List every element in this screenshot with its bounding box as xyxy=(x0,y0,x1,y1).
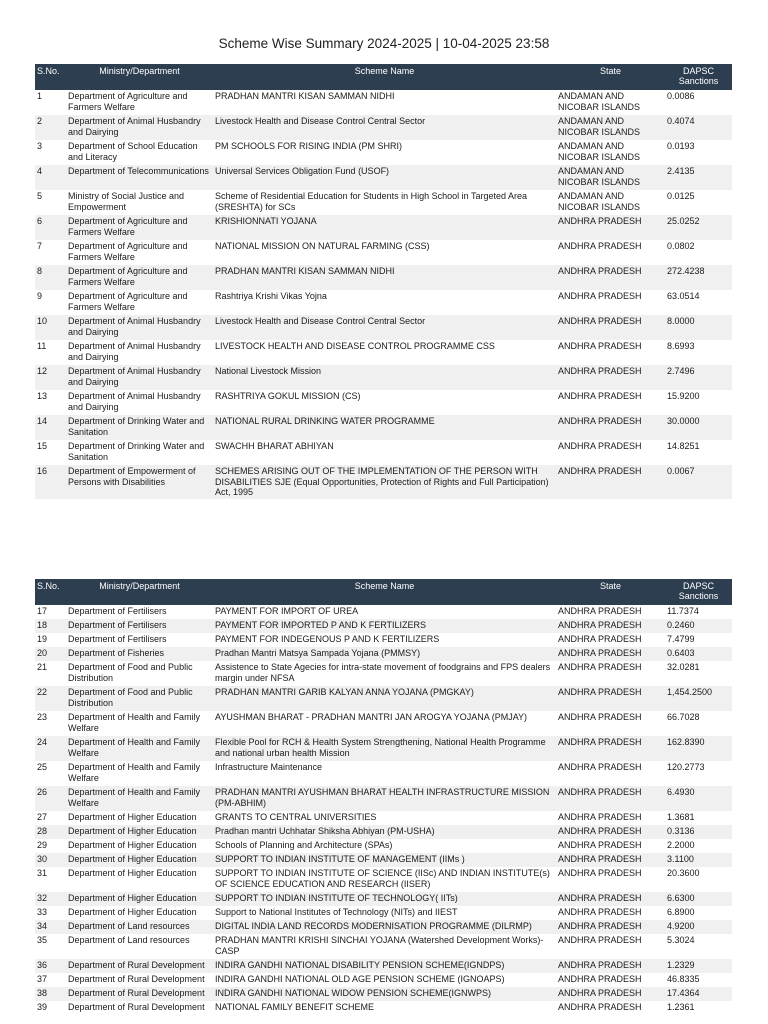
cell-sno: 24 xyxy=(37,737,48,747)
table-row xyxy=(35,390,732,415)
cell-sno: 12 xyxy=(37,366,48,376)
cell-state: ANDAMAN AND NICOBAR ISLANDS xyxy=(558,141,641,162)
cell-dapsc: 8.6993 xyxy=(667,341,695,351)
cell-state: ANDHRA PRADESH xyxy=(558,266,642,276)
cell-sno: 16 xyxy=(37,466,48,476)
table-row xyxy=(35,711,732,736)
cell-ministry: Department of Health and Family Welfare xyxy=(68,712,201,733)
cell-dapsc: 2.7496 xyxy=(667,366,695,376)
cell-sno: 31 xyxy=(37,868,48,878)
cell-ministry: Department of Higher Education xyxy=(68,826,197,836)
table-row xyxy=(35,619,732,633)
cell-sno: 11 xyxy=(37,341,47,351)
cell-sno: 34 xyxy=(37,921,48,931)
cell-ministry: Department of Higher Education xyxy=(68,893,197,903)
cell-scheme: NATIONAL RURAL DRINKING WATER PROGRAMME xyxy=(215,416,435,426)
col-header-ministry: Ministry/Department xyxy=(66,579,213,605)
cell-scheme: PRADHAN MANTRI KRISHI SINCHAI YOJANA (Watershed Development Works)-CASP xyxy=(215,935,544,956)
cell-ministry: Department of Animal Husbandry and Dairying xyxy=(68,391,201,412)
table-row xyxy=(35,340,732,365)
cell-state: ANDHRA PRADESH xyxy=(558,921,642,931)
cell-sno: 25 xyxy=(37,762,48,772)
cell-scheme: INDIRA GANDHI NATIONAL WIDOW PENSION SCHEME(IGNWPS) xyxy=(215,988,492,998)
col-header-ministry: Ministry/Department xyxy=(66,64,213,90)
cell-state: ANDHRA PRADESH xyxy=(558,826,642,836)
summary-table-part-2 xyxy=(35,579,732,1015)
cell-sno: 13 xyxy=(37,391,48,401)
cell-ministry: Department of Fertilisers xyxy=(68,606,167,616)
table-row xyxy=(35,811,732,825)
cell-sno: 26 xyxy=(37,787,48,797)
cell-sno: 23 xyxy=(37,712,48,722)
cell-sno: 17 xyxy=(37,606,48,616)
table-row xyxy=(35,115,732,140)
table-row xyxy=(35,290,732,315)
col-header-sno: S.No. xyxy=(35,64,66,90)
cell-sno: 21 xyxy=(37,662,48,672)
cell-ministry: Department of Land resources xyxy=(68,921,190,931)
cell-dapsc: 8.0000 xyxy=(667,316,695,326)
cell-dapsc: 0.0193 xyxy=(667,141,695,151)
col-header-state: State xyxy=(556,64,665,90)
table-row xyxy=(35,647,732,661)
table-row xyxy=(35,190,732,215)
cell-state: ANDHRA PRADESH xyxy=(558,840,642,850)
cell-scheme: Assistence to State Agecies for intra-state movement of foodgrains and FPS dealers margin under NFSA xyxy=(215,662,551,683)
cell-sno: 29 xyxy=(37,840,48,850)
table-row xyxy=(35,934,732,959)
cell-dapsc: 1.2361 xyxy=(667,1002,695,1012)
cell-state: ANDHRA PRADESH xyxy=(558,391,642,401)
cell-state: ANDHRA PRADESH xyxy=(558,620,642,630)
cell-dapsc: 15.9200 xyxy=(667,391,700,401)
cell-ministry: Department of Agriculture and Farmers Welfare xyxy=(68,266,188,287)
table-row xyxy=(35,786,732,811)
cell-ministry: Department of Animal Husbandry and Dairying xyxy=(68,316,201,337)
cell-state: ANDHRA PRADESH xyxy=(558,907,642,917)
cell-state: ANDHRA PRADESH xyxy=(558,935,642,945)
cell-sno: 32 xyxy=(37,893,48,903)
cell-scheme: PM SCHOOLS FOR RISING INDIA (PM SHRI) xyxy=(215,141,403,151)
cell-ministry: Department of Health and Family Welfare xyxy=(68,762,201,783)
cell-ministry: Department of Higher Education xyxy=(68,854,197,864)
cell-state: ANDHRA PRADESH xyxy=(558,648,642,658)
cell-sno: 22 xyxy=(37,687,48,697)
cell-state: ANDHRA PRADESH xyxy=(558,1002,642,1012)
cell-sno: 4 xyxy=(37,166,43,176)
col-header-dapsc: DAPSC Sanctions xyxy=(665,579,732,605)
cell-state: ANDHRA PRADESH xyxy=(558,812,642,822)
cell-scheme: PRADHAN MANTRI GARIB KALYAN ANNA YOJANA (PMGKAY) xyxy=(215,687,474,697)
cell-state: ANDHRA PRADESH xyxy=(558,988,642,998)
cell-dapsc: 0.0802 xyxy=(667,241,695,251)
cell-scheme: NATIONAL MISSION ON NATURAL FARMING (CSS) xyxy=(215,241,430,251)
cell-dapsc: 1.2329 xyxy=(667,960,695,970)
cell-ministry: Department of Higher Education xyxy=(68,840,197,850)
cell-scheme: Scheme of Residential Education for Students in High School in Targeted Area (SRESHTA) for SCs xyxy=(215,191,528,212)
cell-ministry: Department of Agriculture and Farmers Welfare xyxy=(68,216,188,237)
cell-state: ANDHRA PRADESH xyxy=(558,854,642,864)
cell-scheme: RASHTRIYA GOKUL MISSION (CS) xyxy=(215,391,361,401)
cell-ministry: Department of Rural Development xyxy=(68,974,205,984)
cell-state: ANDHRA PRADESH xyxy=(558,687,642,697)
table-row xyxy=(35,440,732,465)
cell-dapsc: 6.4930 xyxy=(667,787,695,797)
table-row xyxy=(35,892,732,906)
cell-sno: 35 xyxy=(37,935,48,945)
cell-dapsc: 6.8900 xyxy=(667,907,695,917)
cell-ministry: Department of Land resources xyxy=(68,935,190,945)
cell-ministry: Department of Fertilisers xyxy=(68,634,167,644)
page-title: Scheme Wise Summary 2024-2025 | 10-04-2025 23:58 xyxy=(218,36,550,51)
table-row xyxy=(35,265,732,290)
cell-ministry: Department of Animal Husbandry and Dairying xyxy=(68,366,201,387)
table-row xyxy=(35,215,732,240)
table-header-row xyxy=(35,579,732,605)
cell-dapsc: 6.6300 xyxy=(667,893,695,903)
table-row xyxy=(35,906,732,920)
cell-state: ANDHRA PRADESH xyxy=(558,466,642,476)
cell-dapsc: 66.7028 xyxy=(667,712,700,722)
table-row xyxy=(35,633,732,647)
cell-scheme: SUPPORT TO INDIAN INSTITUTE OF SCIENCE (IISc) AND INDIAN INSTITUTE(s) OF SCIENCE EDUCATION AND RESEARCH (IISER) xyxy=(215,868,550,889)
cell-scheme: NATIONAL FAMILY BENEFIT SCHEME xyxy=(215,1002,375,1012)
table-row xyxy=(35,867,732,892)
cell-state: ANDHRA PRADESH xyxy=(558,712,642,722)
cell-sno: 38 xyxy=(37,988,48,998)
cell-scheme: Rashtriya Krishi Vikas Yojna xyxy=(215,291,327,301)
cell-dapsc: 7.4799 xyxy=(667,634,695,644)
cell-ministry: Department of School Education and Literacy xyxy=(68,141,198,162)
cell-dapsc: 5.3024 xyxy=(667,935,695,945)
cell-sno: 3 xyxy=(37,141,43,151)
cell-sno: 8 xyxy=(37,266,43,276)
cell-state: ANDHRA PRADESH xyxy=(558,737,642,747)
table-row xyxy=(35,839,732,853)
cell-ministry: Department of Fisheries xyxy=(68,648,165,658)
cell-state: ANDHRA PRADESH xyxy=(558,662,642,672)
cell-scheme: PRADHAN MANTRI KISAN SAMMAN NIDHI xyxy=(215,91,395,101)
cell-state: ANDHRA PRADESH xyxy=(558,762,642,772)
table-row xyxy=(35,761,732,786)
cell-scheme: Universal Services Obligation Fund (USOF) xyxy=(215,166,390,176)
table-row xyxy=(35,920,732,934)
cell-state: ANDAMAN AND NICOBAR ISLANDS xyxy=(558,91,641,112)
cell-scheme: GRANTS TO CENTRAL UNIVERSITIES xyxy=(215,812,377,822)
cell-ministry: Department of Food and Public Distribution xyxy=(68,687,193,708)
cell-dapsc: 2.2000 xyxy=(667,840,695,850)
cell-ministry: Department of Animal Husbandry and Dairying xyxy=(68,116,201,137)
cell-scheme: SUPPORT TO INDIAN INSTITUTE OF MANAGEMENT (IIMs ) xyxy=(215,854,465,864)
table-row xyxy=(35,853,732,867)
cell-ministry: Department of Higher Education xyxy=(68,868,197,878)
col-header-sno: S.No. xyxy=(35,579,66,605)
cell-ministry: Department of Higher Education xyxy=(68,907,197,917)
cell-sno: 5 xyxy=(37,191,43,201)
cell-scheme: DIGITAL INDIA LAND RECORDS MODERNISATION PROGRAMME (DILRMP) xyxy=(215,921,532,931)
cell-state: ANDHRA PRADESH xyxy=(558,787,642,797)
cell-scheme: AYUSHMAN BHARAT - PRADHAN MANTRI JAN AROGYA YOJANA (PMJAY) xyxy=(215,712,528,722)
table-row xyxy=(35,686,732,711)
table-row xyxy=(35,987,732,1001)
cell-sno: 2 xyxy=(37,116,43,126)
cell-ministry: Department of Health and Family Welfare xyxy=(68,787,201,808)
cell-scheme: Pradhan Mantri Matsya Sampada Yojana (PMMSY) xyxy=(215,648,421,658)
cell-dapsc: 63.0514 xyxy=(667,291,700,301)
cell-scheme: Schools of Planning and Architecture (SPAs) xyxy=(215,840,393,850)
cell-scheme: PAYMENT FOR IMPORTED P AND K FERTILIZERS xyxy=(215,620,427,630)
table-header-row xyxy=(35,64,732,90)
cell-scheme: National Livestock Mission xyxy=(215,366,322,376)
cell-dapsc: 3.1100 xyxy=(667,854,694,864)
table-row xyxy=(35,240,732,265)
table-row xyxy=(35,736,732,761)
cell-scheme: Livestock Health and Disease Control Central Sector xyxy=(215,116,426,126)
cell-dapsc: 0.6403 xyxy=(667,648,695,658)
cell-sno: 9 xyxy=(37,291,43,301)
cell-state: ANDHRA PRADESH xyxy=(558,366,642,376)
cell-scheme: PRADHAN MANTRI KISAN SAMMAN NIDHI xyxy=(215,266,395,276)
cell-dapsc: 32.0281 xyxy=(667,662,700,672)
col-header-state: State xyxy=(556,579,665,605)
cell-scheme: Flexible Pool for RCH & Health System Strengthening, National Health Programme and national urban health Mission xyxy=(215,737,546,758)
cell-sno: 27 xyxy=(37,812,48,822)
cell-sno: 6 xyxy=(37,216,43,226)
cell-scheme: PRADHAN MANTRI AYUSHMAN BHARAT HEALTH INFRASTRUCTURE MISSION (PM-ABHIM) xyxy=(215,787,550,808)
table-row xyxy=(35,605,732,619)
cell-dapsc: 0.0125 xyxy=(667,191,695,201)
table-row xyxy=(35,165,732,190)
cell-ministry: Department of Drinking Water and Sanitation xyxy=(68,416,205,437)
cell-ministry: Ministry of Social Justice and Empowerment xyxy=(68,191,185,212)
cell-sno: 18 xyxy=(37,620,48,630)
cell-state: ANDHRA PRADESH xyxy=(558,893,642,903)
cell-scheme: PAYMENT FOR IMPORT OF UREA xyxy=(215,606,359,616)
cell-sno: 37 xyxy=(37,974,48,984)
cell-dapsc: 4.9200 xyxy=(667,921,695,931)
cell-sno: 10 xyxy=(37,316,48,326)
cell-dapsc: 30.0000 xyxy=(667,416,700,426)
cell-scheme: PAYMENT FOR INDEGENOUS P AND K FERTILIZERS xyxy=(215,634,440,644)
cell-state: ANDHRA PRADESH xyxy=(558,606,642,616)
cell-state: ANDHRA PRADESH xyxy=(558,291,642,301)
cell-state: ANDHRA PRADESH xyxy=(558,634,642,644)
cell-dapsc: 14.8251 xyxy=(667,441,700,451)
summary-table-part-1 xyxy=(35,64,732,499)
cell-dapsc: 0.4074 xyxy=(667,116,695,126)
cell-ministry: Department of Higher Education xyxy=(68,812,197,822)
cell-scheme: INDIRA GANDHI NATIONAL DISABILITY PENSION SCHEME(IGNDPS) xyxy=(215,960,505,970)
cell-ministry: Department of Agriculture and Farmers Welfare xyxy=(68,291,188,312)
cell-ministry: Department of Health and Family Welfare xyxy=(68,737,201,758)
cell-ministry: Department of Fertilisers xyxy=(68,620,167,630)
cell-sno: 1 xyxy=(37,91,43,101)
cell-dapsc: 0.3136 xyxy=(667,826,695,836)
cell-dapsc: 162.8390 xyxy=(667,737,705,747)
cell-dapsc: 272.4238 xyxy=(667,266,705,276)
cell-dapsc: 0.2460 xyxy=(667,620,695,630)
table-row xyxy=(35,315,732,340)
table-row xyxy=(35,140,732,165)
cell-ministry: Department of Rural Development xyxy=(68,988,205,998)
cell-dapsc: 17.4364 xyxy=(667,988,700,998)
cell-scheme: Pradhan mantri Uchhatar Shiksha Abhiyan (PM-USHA) xyxy=(215,826,435,836)
cell-scheme: INDIRA GANDHI NATIONAL OLD AGE PENSION SCHEME (IGNOAPS) xyxy=(215,974,505,984)
cell-ministry: Department of Rural Development xyxy=(68,1002,205,1012)
cell-scheme: LIVESTOCK HEALTH AND DISEASE CONTROL PROGRAMME CSS xyxy=(215,341,495,351)
cell-ministry: Department of Empowerment of Persons with Disabilities xyxy=(68,466,196,487)
cell-dapsc: 20.3600 xyxy=(667,868,700,878)
cell-ministry: Department of Telecommunications xyxy=(68,166,209,176)
cell-sno: 30 xyxy=(37,854,48,864)
table-row xyxy=(35,415,732,440)
cell-dapsc: 1.3681 xyxy=(667,812,695,822)
cell-state: ANDHRA PRADESH xyxy=(558,416,642,426)
cell-state: ANDHRA PRADESH xyxy=(558,341,642,351)
cell-scheme: Infrastructure Maintenance xyxy=(215,762,323,772)
cell-ministry: Department of Rural Development xyxy=(68,960,205,970)
cell-scheme: Support to National Institutes of Technology (NITs) and IIEST xyxy=(215,907,458,917)
cell-dapsc: 1,454.2500 xyxy=(667,687,713,697)
cell-dapsc: 46.8335 xyxy=(667,974,700,984)
cell-state: ANDHRA PRADESH xyxy=(558,316,642,326)
cell-dapsc: 0.0067 xyxy=(667,466,695,476)
cell-state: ANDAMAN AND NICOBAR ISLANDS xyxy=(558,191,641,212)
cell-ministry: Department of Agriculture and Farmers Welfare xyxy=(68,91,188,112)
col-header-scheme: Scheme Name xyxy=(213,579,556,605)
table-row xyxy=(35,1001,732,1015)
cell-scheme: SWACHH BHARAT ABHIYAN xyxy=(215,441,334,451)
cell-state: ANDHRA PRADESH xyxy=(558,216,642,226)
cell-dapsc: 11.7374 xyxy=(667,606,699,616)
cell-scheme: KRISHIONNATI YOJANA xyxy=(215,216,317,226)
cell-scheme: Livestock Health and Disease Control Central Sector xyxy=(215,316,426,326)
table-row xyxy=(35,365,732,390)
cell-dapsc: 2.4135 xyxy=(667,166,695,176)
table-row xyxy=(35,661,732,686)
cell-ministry: Department of Drinking Water and Sanitation xyxy=(68,441,205,462)
cell-state: ANDHRA PRADESH xyxy=(558,241,642,251)
cell-sno: 28 xyxy=(37,826,48,836)
col-header-dapsc: DAPSC Sanctions xyxy=(665,64,732,90)
cell-sno: 39 xyxy=(37,1002,48,1012)
cell-state: ANDHRA PRADESH xyxy=(558,441,642,451)
cell-ministry: Department of Animal Husbandry and Dairying xyxy=(68,341,201,362)
cell-sno: 14 xyxy=(37,416,48,426)
table-row xyxy=(35,959,732,973)
cell-sno: 33 xyxy=(37,907,48,917)
col-header-scheme: Scheme Name xyxy=(213,64,556,90)
cell-sno: 36 xyxy=(37,960,48,970)
cell-dapsc: 120.2773 xyxy=(667,762,705,772)
cell-state: ANDAMAN AND NICOBAR ISLANDS xyxy=(558,116,641,137)
cell-sno: 20 xyxy=(37,648,48,658)
cell-state: ANDHRA PRADESH xyxy=(558,960,642,970)
table-row xyxy=(35,825,732,839)
cell-state: ANDAMAN AND NICOBAR ISLANDS xyxy=(558,166,641,187)
cell-dapsc: 25.0252 xyxy=(667,216,700,226)
table-row xyxy=(35,90,732,115)
cell-dapsc: 0.0086 xyxy=(667,91,695,101)
cell-state: ANDHRA PRADESH xyxy=(558,868,642,878)
cell-sno: 19 xyxy=(37,634,48,644)
cell-sno: 15 xyxy=(37,441,48,451)
table-row xyxy=(35,973,732,987)
cell-ministry: Department of Agriculture and Farmers Welfare xyxy=(68,241,188,262)
cell-state: ANDHRA PRADESH xyxy=(558,974,642,984)
cell-ministry: Department of Food and Public Distribution xyxy=(68,662,193,683)
table-row xyxy=(35,465,732,499)
cell-scheme: SUPPORT TO INDIAN INSTITUTE OF TECHNOLOGY( IITs) xyxy=(215,893,458,903)
cell-sno: 7 xyxy=(37,241,43,251)
cell-scheme: SCHEMES ARISING OUT OF THE IMPLEMENTATION OF THE PERSON WITH DISABILITIES SJE (Equal Opportunities, Protection of Rights and Full Participation) Act, 1995 xyxy=(215,466,549,497)
